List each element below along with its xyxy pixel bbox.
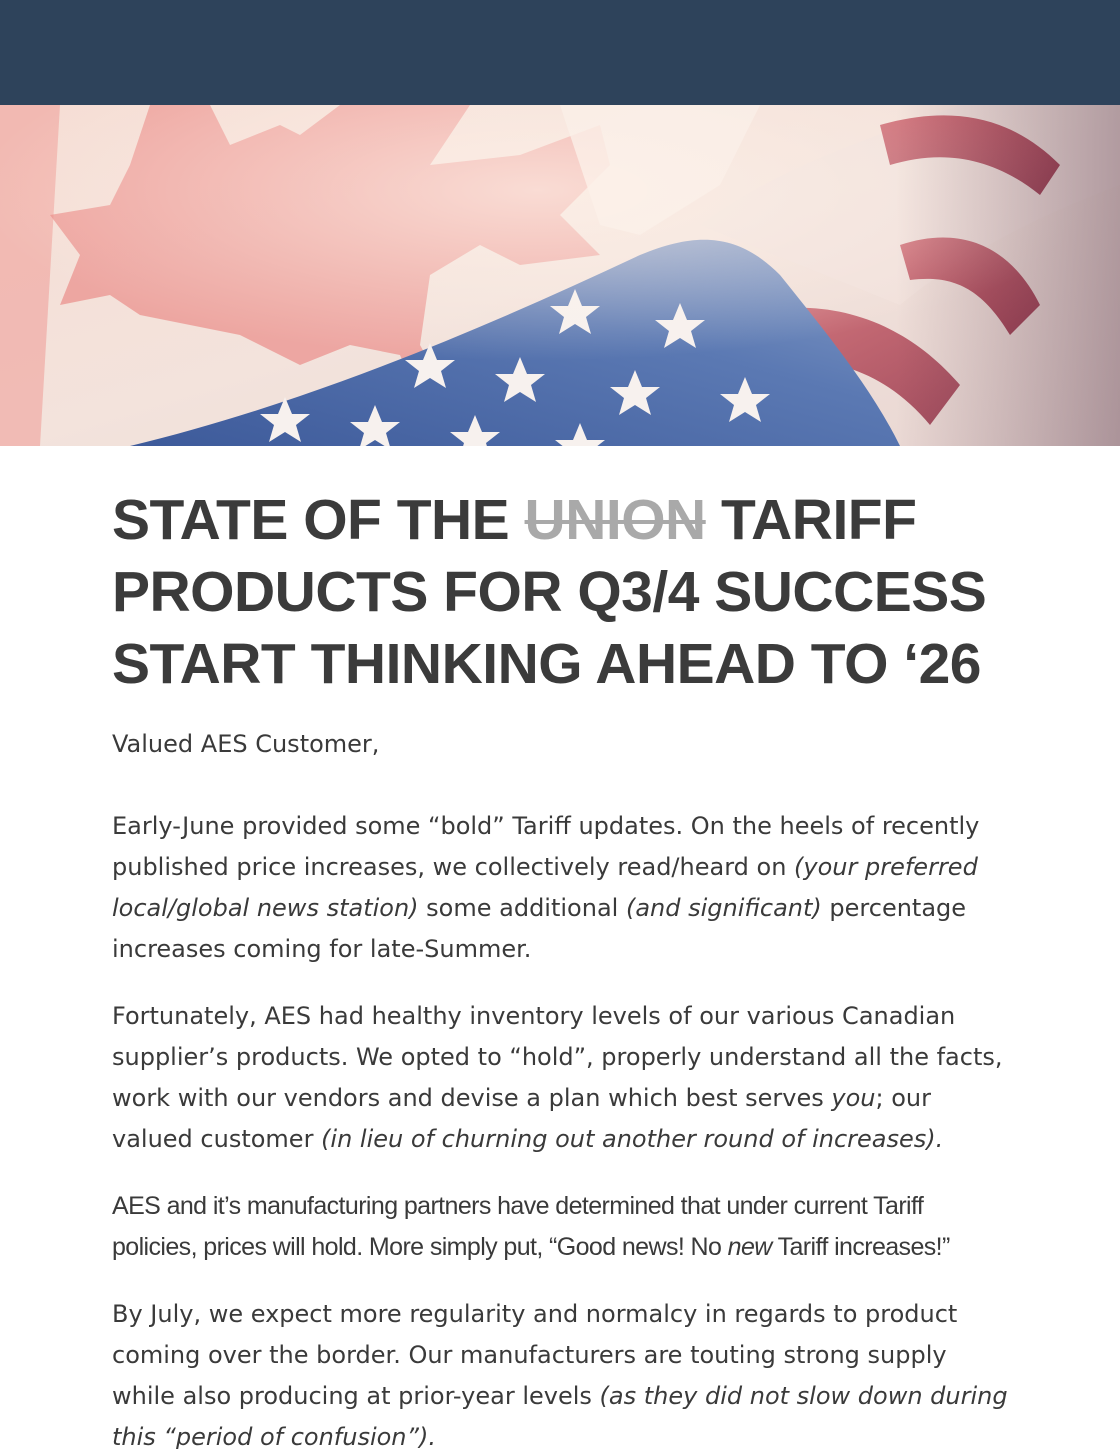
paragraph-1-text-c: percentage increases coming for late-Summer.	[112, 894, 967, 963]
paragraph-2-italic-a: you	[831, 1084, 876, 1112]
headline-line-1-start: STATE OF THE	[112, 488, 525, 552]
hero-flags-image	[0, 105, 1120, 446]
struck-word: UNION	[524, 488, 706, 552]
headline-line-1	[112, 484, 1012, 556]
paragraph-4-italic-a: (as they did not slow down during this “period of confusion”).	[112, 1382, 1008, 1449]
headline-line-1-end: TARIFF	[705, 488, 917, 552]
paragraph-2	[112, 996, 1012, 1160]
headline-line-2: PRODUCTS FOR Q3/4 SUCCESS	[112, 560, 987, 624]
paragraph-4-text-a: By July, we expect more regularity and normalcy in regards to product coming over the border. Our manufacturers are touting strong supply while also producing at prior-year levels	[112, 1300, 958, 1410]
paragraph-2-text-b: ; our valued customer	[112, 1084, 931, 1153]
paragraph-3	[112, 1186, 1012, 1268]
paragraph-3-text-b: Tariff increases!”	[771, 1233, 950, 1261]
headline	[112, 484, 1012, 700]
headline-line-3: START THINKING AHEAD TO ‘26	[112, 632, 981, 696]
paragraph-1-italic-a: (your preferred local/global news station)	[112, 853, 978, 922]
paragraph-3-italic-a: new	[727, 1233, 772, 1261]
paragraph-2-text-a: Fortunately, AES had healthy inventory levels of our various Canadian supplier’s products. We opted to “hold”, properly understand all the facts, work with our vendors and devise a plan which best serves	[112, 1002, 1003, 1112]
paragraph-1-italic-b: (and significant)	[625, 894, 822, 922]
greeting: Valued AES Customer,	[112, 730, 380, 758]
paragraph-1-text-b: some additional	[418, 894, 626, 922]
top-banner-bar	[0, 0, 1120, 105]
paragraph-4	[112, 1294, 1012, 1449]
paragraph-1	[112, 806, 1012, 970]
paragraph-1-text-a: Early-June provided some “bold” Tariff updates. On the heels of recently published price increases, we collectively read/heard on	[112, 812, 980, 881]
paragraph-2-italic-b: (in lieu of churning out another round of increases).	[321, 1125, 944, 1153]
paragraph-3-text-a: AES and it’s manufacturing partners have determined that under current Tariff policies, prices will hold. More simply put, “Good news! No	[112, 1192, 924, 1261]
letter-content	[112, 484, 1012, 1449]
